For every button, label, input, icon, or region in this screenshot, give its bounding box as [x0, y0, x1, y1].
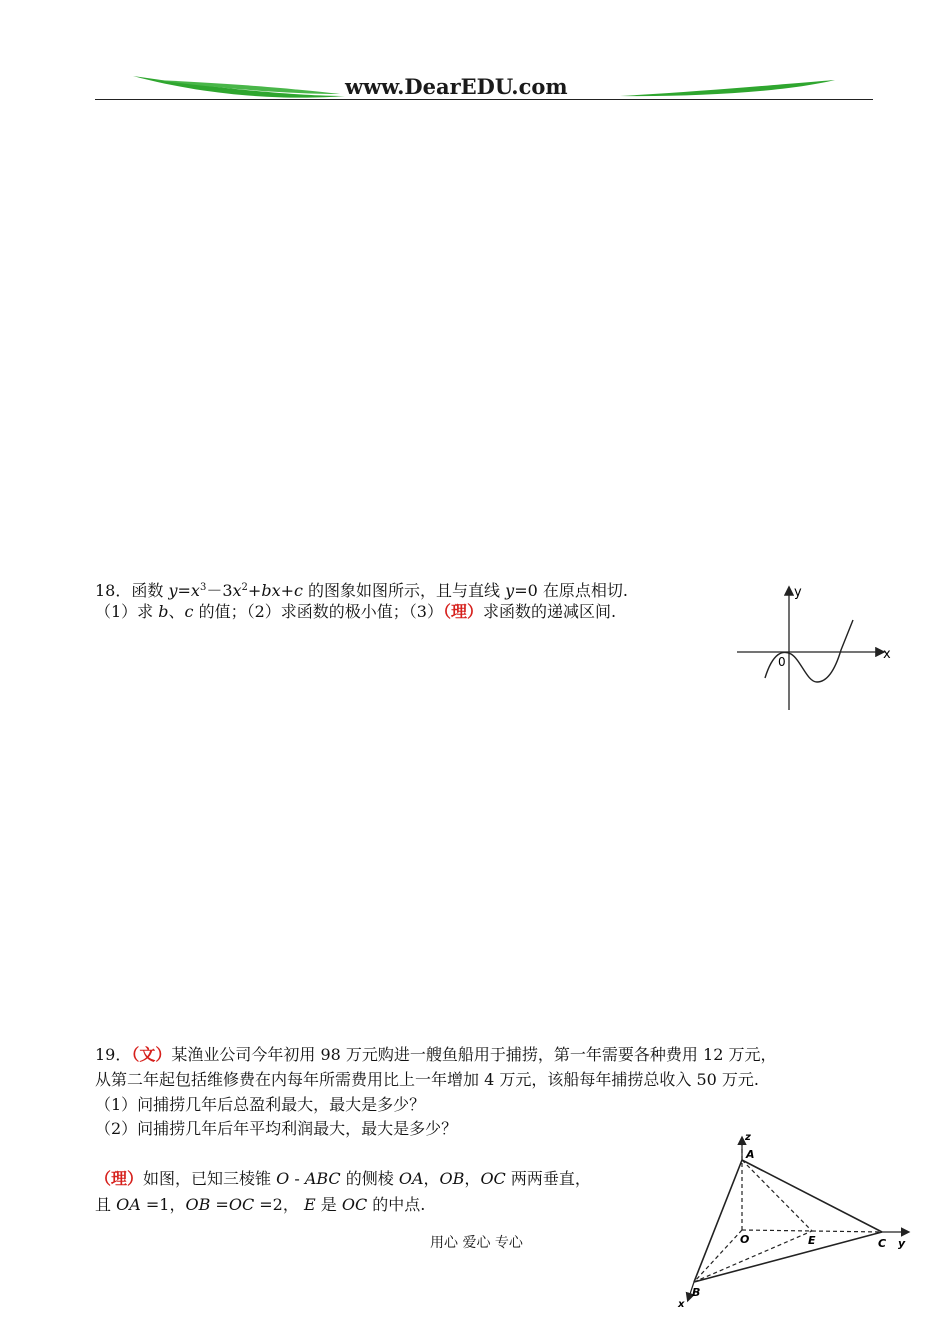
label-x: x: [678, 1299, 685, 1310]
q19-number: 19．: [95, 1045, 132, 1064]
label-A: A: [746, 1148, 755, 1161]
edge-OB: [694, 1230, 742, 1282]
li-tag: （理）: [442, 602, 483, 621]
origin-label: 0: [778, 655, 786, 669]
pyramid-figure: [670, 1130, 920, 1310]
page-footer: 用心 爱心 专心: [430, 1235, 523, 1251]
label-z: z: [745, 1132, 751, 1143]
q19-line-2: 从第二年起包括维修费在内每年所需费用比上一年增加 4 万元，该船每年捕捞总收入 50 万元.: [95, 1070, 759, 1089]
q18-function-graph: [735, 580, 895, 715]
q18-line-2: （1）求 b、c 的值；（2）求函数的极小值；（3）（理）求函数的递减区间.: [95, 602, 617, 621]
y-axis-label: y: [794, 585, 802, 600]
q19-li-line-1: （理）如图，已知三棱锥 O - ABC 的侧棱 OA，OB，OC 两两垂直，: [95, 1169, 591, 1188]
cubic-curve: [765, 620, 853, 682]
q18-number: 18．: [95, 581, 132, 600]
label-y: y: [898, 1237, 906, 1250]
q19-sub-2: （2）问捕捞几年后年平均利润最大，最大是多少？: [95, 1119, 458, 1138]
q18-line-1: 18．函数 $y=x^3-3x^2+bx+c$ 的图象如图所示，且与直线 y=0 在原点相切.: [95, 581, 628, 600]
x-axis-label: x: [883, 647, 891, 662]
label-E: E: [808, 1234, 816, 1247]
q19-li-line-2: 且 OA =1，OB =OC =2， E 是 OC 的中点.: [95, 1195, 426, 1214]
edge-AB: [694, 1160, 742, 1282]
label-B: B: [692, 1286, 701, 1299]
label-O: O: [740, 1233, 750, 1246]
edge-BC: [694, 1232, 882, 1282]
label-C: C: [878, 1237, 887, 1250]
wen-tag: （文）: [131, 1045, 172, 1064]
edge-AE: [742, 1160, 812, 1231]
banner-swoosh-right: [620, 80, 835, 96]
q19-line-1: 19．（文）某渔业公司今年初用 98 万元购进一艘鱼船用于捕捞，第一年需要各种费用 12 万元，: [95, 1045, 777, 1064]
li-tag: （理）: [95, 1169, 144, 1188]
header-rule: [95, 99, 873, 100]
edge-AC: [742, 1160, 882, 1232]
q19-sub-1: （1）问捕捞几年后总盈利最大，最大是多少？: [95, 1095, 426, 1114]
site-url: www.DearEDU.com: [345, 74, 568, 99]
